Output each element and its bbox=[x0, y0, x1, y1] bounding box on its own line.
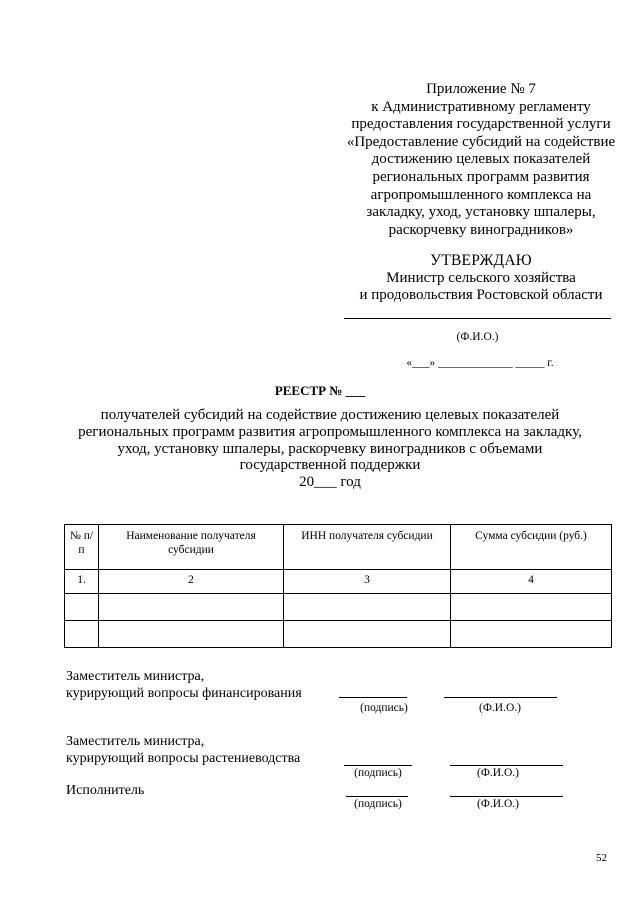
description-line: уход, установку шпалеры, раскорчевку виноградников с объемами bbox=[117, 440, 543, 457]
header-recipient-name: Наименование получателя субсидии bbox=[99, 525, 284, 570]
fio-underline bbox=[450, 796, 563, 797]
signature-title-line: курирующий вопросы растениеводства bbox=[66, 751, 301, 766]
signature-label: (подпись) bbox=[360, 702, 408, 714]
minister-signature-line bbox=[344, 318, 611, 319]
signature-title-line: Заместитель министра, bbox=[66, 734, 205, 749]
appendix-line: достижению целевых показателей bbox=[371, 151, 591, 168]
table-row bbox=[65, 594, 612, 621]
table-cell: 3 bbox=[284, 570, 451, 594]
table-cell bbox=[65, 621, 99, 648]
approval-line: и продовольствия Ростовской области bbox=[359, 287, 603, 304]
signature-label: (подпись) bbox=[354, 767, 402, 779]
approval-line: Министр сельского хозяйства bbox=[386, 269, 576, 286]
table-cell bbox=[65, 594, 99, 621]
table-cell bbox=[284, 621, 451, 648]
table-cell bbox=[451, 621, 612, 648]
description-line: получателей субсидий на содействие достижению целевых показателей bbox=[100, 407, 560, 423]
table-cell bbox=[99, 621, 284, 648]
deputy-crop-title bbox=[66, 733, 300, 767]
fio-label: (Ф.И.О.) bbox=[477, 767, 519, 779]
appendix-heading bbox=[336, 81, 626, 239]
header-subsidy-amount: Сумма субсидии (руб.) bbox=[451, 525, 612, 570]
deputy-finance-title bbox=[66, 668, 302, 702]
registry-year: 20___ год bbox=[299, 474, 361, 491]
fio-label: (Ф.И.О.) bbox=[479, 702, 521, 714]
description-line: государственной поддержки bbox=[239, 457, 421, 474]
appendix-line: предоставления государственной услуги bbox=[351, 116, 611, 133]
table-row bbox=[65, 570, 612, 594]
appendix-line: агропромышленного комплекса на bbox=[370, 186, 592, 203]
registry-description bbox=[60, 407, 600, 491]
table-cell bbox=[451, 594, 612, 621]
header-number: № п/п bbox=[65, 525, 99, 570]
appendix-line: раскорчевку виноградников» bbox=[388, 221, 574, 238]
signature-underline bbox=[346, 796, 408, 797]
table-cell: 1. bbox=[65, 570, 99, 594]
appendix-line: закладку, уход, установку шпалеры, bbox=[366, 204, 596, 221]
signature-title-line: курирующий вопросы финансирования bbox=[66, 686, 302, 701]
appendix-line: Приложение № 7 bbox=[426, 81, 536, 97]
appendix-line: к Административному регламенту bbox=[371, 98, 591, 115]
registry-title: РЕЕСТР № ___ bbox=[274, 383, 366, 398]
header-inn: ИНН получателя субсидии bbox=[284, 525, 451, 570]
page-number: 52 bbox=[596, 852, 607, 864]
table-row bbox=[65, 621, 612, 648]
fio-label: (Ф.И.О.) bbox=[477, 798, 519, 810]
appendix-line: «Предоставление субсидий на содействие bbox=[346, 133, 616, 150]
signature-underline bbox=[344, 765, 412, 766]
appendix-line: региональных программ развития bbox=[372, 168, 590, 185]
fio-underline bbox=[450, 765, 563, 766]
signature-title-line: Исполнитель bbox=[66, 783, 145, 798]
description-line: региональных программ развития агропромышленного комплекса на закладку, bbox=[78, 423, 582, 440]
table-cell bbox=[99, 594, 284, 621]
signature-title-line: Заместитель министра, bbox=[66, 669, 205, 684]
minister-fio-label: (Ф.И.О.) bbox=[456, 331, 499, 343]
approval-title: УТВЕРЖДАЮ bbox=[430, 252, 532, 269]
approval-date-line: «___» _____________ _____ г. bbox=[406, 357, 554, 369]
signature-label: (подпись) bbox=[354, 798, 402, 810]
signature-underline bbox=[339, 697, 407, 698]
table-cell bbox=[284, 594, 451, 621]
table-cell: 2 bbox=[99, 570, 284, 594]
table-cell: 4 bbox=[451, 570, 612, 594]
fio-underline bbox=[444, 697, 557, 698]
table-header-row bbox=[65, 525, 612, 570]
executor-title bbox=[66, 782, 144, 799]
approval-block bbox=[336, 252, 626, 305]
registry-table bbox=[64, 524, 612, 648]
